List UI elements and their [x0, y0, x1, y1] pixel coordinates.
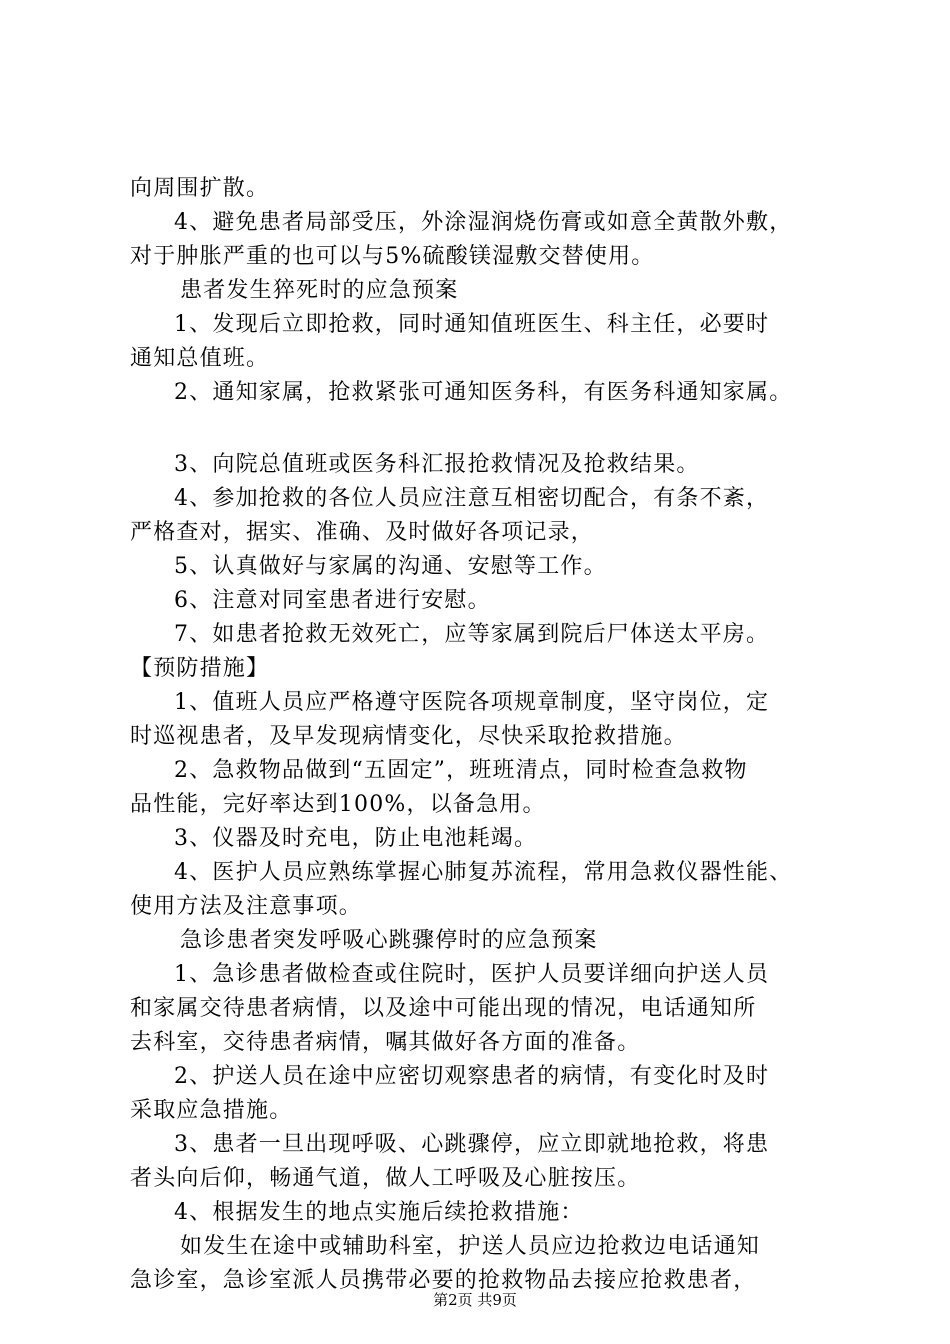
text-line: 去科室，交待患者病情，嘱其做好各方面的准备。 [130, 1030, 641, 1055]
text-line: 7、如患者抢救无效死亡，应等家属到院后尸体送太平房。 [174, 622, 770, 647]
text-line: 采取应急措施。 [130, 1098, 293, 1123]
text-line: 通知总值班。 [130, 346, 270, 371]
text-line: 5、认真做好与家属的沟通、安慰等工作。 [174, 554, 607, 579]
text-line: 急诊室，急诊室派人员携带必要的抢救物品去接应抢救患者， [130, 1268, 757, 1293]
text-line: 向周围扩散。 [130, 176, 270, 201]
text-line: 4、根据发生的地点实施后续抢救措施： [174, 1200, 584, 1225]
blank-line [130, 410, 850, 448]
text-line: 严格查对，据实、准确、及时做好各项记录， [130, 520, 595, 545]
text-line: 3、患者一旦出现呼吸、心跳骤停，应立即就地抢救，将患 [174, 1132, 770, 1157]
text-line: 4、避免患者局部受压，外涂湿润烧伤膏或如意全黄散外敷， [174, 210, 793, 235]
text-line: 如发生在途中或辅助科室，护送人员应边抢救边电话通知 [180, 1234, 761, 1259]
section-heading: 【预防措施】 [130, 656, 270, 681]
text-line: 时巡视患者，及早发现病情变化，尽快采取抢救措施。 [130, 724, 687, 749]
text-line: 1、值班人员应严格遵守医院各项规章制度，坚守岗位，定 [174, 690, 770, 715]
text-line: 使用方法及注意事项。 [130, 894, 363, 919]
text-line: 1、急诊患者做检查或住院时，医护人员要详细向护送人员 [174, 962, 770, 987]
text-line: 3、仪器及时充电，防止电池耗竭。 [174, 826, 538, 851]
text-line: 2、急救物品做到“五固定”，班班清点，同时检查急救物 [174, 758, 748, 783]
section-heading: 患者发生猝死时的应急预案 [180, 278, 459, 303]
text-line: 2、护送人员在途中应密切观察患者的病情，有变化时及时 [174, 1064, 770, 1089]
text-line: 6、注意对同室患者进行安慰。 [174, 588, 491, 613]
text-line: 2、通知家属，抢救紧张可通知医务科，有医务科通知家属。 [174, 380, 793, 405]
text-line: 对于肿胀严重的也可以与5%硫酸镁湿敷交替使用。 [130, 244, 655, 269]
text-line: 3、向院总值班或医务科汇报抢救情况及抢救结果。 [174, 452, 700, 477]
text-line: 品性能，完好率达到100%，以备急用。 [130, 792, 546, 817]
text-line: 者头向后仰，畅通气道，做人工呼吸及心脏按压。 [130, 1166, 641, 1191]
text-line: 4、医护人员应熟练掌握心肺复苏流程，常用急救仪器性能、 [174, 860, 793, 885]
page-footer: 第2页 共9页 [433, 1291, 517, 1309]
text-line: 4、参加抢救的各位人员应注意互相密切配合，有条不紊， [174, 486, 770, 511]
document-body [130, 172, 850, 1298]
text-line: 1、发现后立即抢救，同时通知值班医生、科主任，必要时 [174, 312, 770, 337]
text-line: 和家属交待患者病情，以及途中可能出现的情况，电话通知所 [130, 996, 757, 1021]
section-heading: 急诊患者突发呼吸心跳骤停时的应急预案 [180, 928, 598, 953]
